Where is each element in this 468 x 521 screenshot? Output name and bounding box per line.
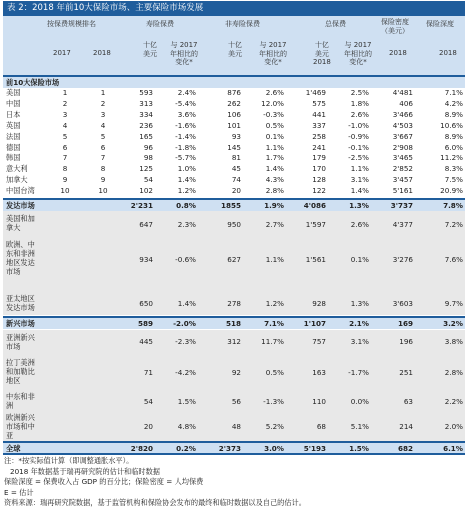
cell-life: 647 (139, 220, 153, 229)
cell-tchg: 1.3% (350, 299, 369, 308)
cell-life: 650 (139, 299, 153, 308)
cell-tot: 5'193 (303, 444, 326, 453)
cell-den: 214 (399, 422, 413, 431)
cell-non: 627 (227, 255, 241, 264)
cell-tchg: 3.1% (350, 337, 369, 346)
cell-nchg: 5.2% (265, 422, 284, 431)
cell-dep: 8.9% (444, 109, 463, 119)
cell-dep: 9.7% (444, 299, 463, 308)
cell-tot: 4'086 (303, 201, 326, 210)
cell-dep: 10.6% (440, 120, 463, 130)
cell-dep: 8.9% (444, 131, 463, 141)
row-label: 亚太地区 发达市场 (6, 294, 35, 312)
table-row (3, 164, 465, 175)
row-label: 韩国 (6, 153, 21, 163)
header-nonlife-change: 与 2017 年相比的 变化* (259, 41, 287, 66)
cell-tot: 928 (312, 299, 326, 308)
row-label: 中国台湾 (6, 186, 35, 196)
header-2018: 2018 (93, 49, 111, 57)
cell-tchg: -1.7% (348, 368, 369, 377)
cell-nchg: 2.7% (265, 220, 284, 229)
row-values (3, 99, 465, 109)
cell-life: 165 (139, 131, 153, 141)
cell-life: 102 (139, 186, 153, 196)
cell-non: 81 (231, 153, 241, 163)
cell-rank-2018: 7 (100, 153, 106, 163)
row-values (3, 132, 465, 142)
note-line: 保险深度 = 保费收入占 GDP 的百分比；保险密度 = 人均保费 (4, 477, 204, 486)
cell-dep: 11.2% (440, 153, 463, 163)
cell-tot: 122 (312, 186, 326, 196)
row-values (3, 422, 465, 432)
cell-den: 63 (403, 397, 413, 406)
row-values (3, 337, 465, 347)
table-row (3, 238, 465, 282)
table-row (3, 99, 465, 110)
cell-dep: 7.6% (444, 255, 463, 264)
cell-den: 169 (397, 319, 413, 328)
cell-tchg: -1.0% (348, 120, 369, 130)
cell-nchg: 0.5% (265, 120, 284, 130)
top10-label: 前10大保险市场 (3, 77, 465, 88)
cell-tchg: 0.0% (350, 397, 369, 406)
cell-dep: 4.2% (444, 98, 463, 108)
cell-life: 71 (143, 368, 153, 377)
cell-lchg: 1.4% (177, 175, 196, 185)
cell-life: 98 (143, 153, 153, 163)
header-2017: 2017 (53, 49, 71, 57)
cell-rank-2018: 4 (100, 120, 106, 130)
cell-tchg: 0.1% (350, 255, 369, 264)
cell-nchg: 12.0% (261, 98, 284, 108)
cell-lchg: 1.4% (177, 299, 196, 308)
cell-nchg: 1.9% (264, 201, 284, 210)
cell-nchg: 1.7% (265, 153, 284, 163)
cell-nchg: 2.8% (265, 186, 284, 196)
table-row (3, 390, 465, 412)
cell-life: 20 (143, 422, 153, 431)
cell-non: 20 (231, 186, 241, 196)
cell-dep: 6.1% (443, 444, 463, 453)
cell-den: 4'481 (392, 88, 413, 97)
cell-den: 4'503 (392, 120, 413, 130)
row-values (3, 175, 465, 185)
cell-den: 3'667 (392, 131, 413, 141)
cell-tchg: 1.8% (350, 98, 369, 108)
table-row (3, 212, 465, 236)
cell-life: 334 (139, 109, 153, 119)
row-label: 法国 (6, 131, 21, 141)
table-row (3, 132, 465, 143)
cell-dep: 20.9% (440, 186, 463, 196)
row-label: 英国 (6, 120, 21, 130)
cell-non: 74 (231, 175, 241, 185)
row-label: 发达市场 (6, 201, 35, 210)
cell-den: 406 (399, 98, 413, 108)
cell-rank-2018: 5 (100, 131, 106, 141)
table-row (3, 356, 465, 389)
table-row (3, 110, 465, 121)
cell-den: 3'276 (392, 255, 413, 264)
table-row (3, 175, 465, 186)
cell-dep: 2.2% (444, 397, 463, 406)
table-row (3, 411, 465, 441)
cell-non: 101 (227, 120, 241, 130)
cell-dep: 8.3% (444, 164, 463, 174)
table-title: 表 2：2018 年前10大保险市场、主要保险市场发展 (3, 1, 465, 16)
cell-tchg: 1.4% (350, 186, 369, 196)
row-values (3, 121, 465, 131)
cell-non: 2'373 (218, 444, 241, 453)
cell-lchg: 1.2% (177, 186, 196, 196)
cell-nchg: 1.1% (265, 255, 284, 264)
cell-non: 518 (225, 319, 241, 328)
cell-life: 125 (139, 164, 153, 174)
cell-non: 106 (227, 109, 241, 119)
cell-dep: 3.8% (444, 337, 463, 346)
header-rank: 按保费规模排名 (47, 20, 96, 28)
cell-tot: 110 (312, 397, 326, 406)
cell-rank-2018: 9 (100, 175, 106, 185)
cell-nchg: 1.1% (265, 142, 284, 152)
note-line: 2018 年数据基于瑞再研究院的估计和临时数据 (10, 466, 160, 476)
row-label: 拉丁美洲 和加勒比 地区 (6, 358, 35, 385)
header-depth: 保险深度 (426, 20, 454, 28)
cell-life: 54 (143, 397, 153, 406)
cell-non: 950 (227, 220, 241, 229)
cell-non: 92 (231, 368, 241, 377)
row-label: 中东和非 洲 (6, 392, 35, 410)
row-values (3, 201, 465, 211)
cell-dep: 7.8% (443, 201, 463, 210)
cell-tchg: 5.1% (350, 422, 369, 431)
cell-tot: 441 (312, 109, 326, 119)
cell-life: 589 (137, 319, 153, 328)
row-label: 新兴市场 (6, 319, 35, 328)
cell-lchg: 1.5% (177, 397, 196, 406)
divider (3, 453, 465, 455)
cell-tot: 68 (316, 422, 326, 431)
cell-lchg: 2.4% (177, 88, 196, 97)
row-label: 全球 (6, 444, 21, 453)
cell-nchg: 0.5% (265, 368, 284, 377)
table-header (3, 16, 465, 78)
cell-tot: 337 (312, 120, 326, 130)
cell-lchg: 2.3% (177, 220, 196, 229)
row-label: 德国 (6, 142, 21, 152)
cell-nchg: 4.3% (265, 175, 284, 185)
cell-non: 1855 (220, 201, 241, 210)
cell-nchg: 3.0% (264, 444, 284, 453)
note-line: E = 估计 (4, 487, 34, 497)
cell-nchg: -1.3% (263, 397, 284, 406)
cell-lchg: -4.2% (175, 368, 196, 377)
cell-tot: 163 (312, 368, 326, 377)
cell-lchg: 3.6% (177, 109, 196, 119)
table-row (3, 186, 465, 197)
cell-tchg: 1.5% (349, 444, 369, 453)
cell-non: 876 (227, 88, 241, 97)
cell-tchg: -0.1% (348, 142, 369, 152)
cell-nchg: -0.3% (263, 109, 284, 119)
cell-rank-2018: 3 (100, 109, 106, 119)
row-values (3, 143, 465, 153)
cell-non: 48 (231, 422, 241, 431)
cell-lchg: -5.4% (175, 98, 196, 108)
header-life: 寿险保费 (146, 20, 174, 28)
row-label: 亚洲新兴 市场 (6, 333, 35, 351)
cell-tchg: 1.1% (350, 164, 369, 174)
row-values (3, 397, 465, 407)
cell-lchg: 4.8% (177, 422, 196, 431)
cell-rank-2017: 9 (62, 175, 68, 185)
cell-tot: 241 (312, 142, 326, 152)
cell-nchg: 11.7% (261, 337, 284, 346)
row-label: 美国和加 拿大 (6, 214, 35, 232)
cell-dep: 2.8% (444, 368, 463, 377)
row-values (3, 255, 465, 265)
cell-life: 934 (139, 255, 153, 264)
cell-dep: 7.5% (444, 175, 463, 185)
cell-rank-2017: 1 (62, 88, 68, 97)
table-row (3, 153, 465, 164)
row-label: 欧洲新兴 市场和中 亚 (6, 413, 35, 440)
row-values (3, 186, 465, 196)
cell-rank-2018: 10 (98, 186, 108, 196)
cell-non: 145 (227, 142, 241, 152)
row-values (3, 299, 465, 309)
cell-life: 445 (139, 337, 153, 346)
cell-non: 262 (227, 98, 241, 108)
cell-den: 2'852 (392, 164, 413, 174)
cell-nchg: 0.1% (265, 131, 284, 141)
cell-lchg: 1.0% (177, 164, 196, 174)
cell-rank-2017: 4 (62, 120, 68, 130)
cell-dep: 2.0% (444, 422, 463, 431)
row-values (3, 220, 465, 230)
cell-tot: 128 (312, 175, 326, 185)
developed-total-row (3, 200, 465, 211)
table-row (3, 143, 465, 154)
row-values (3, 164, 465, 174)
cell-life: 313 (139, 98, 153, 108)
header-density-year: 2018 (389, 49, 407, 57)
cell-lchg: -1.8% (175, 142, 196, 152)
note-line: 注：*按实际值计算（即调整通胀水平）。 (4, 456, 134, 465)
cell-non: 312 (227, 337, 241, 346)
row-label: 美国 (6, 88, 21, 97)
cell-tot: 1'107 (303, 319, 326, 328)
header-density: 保险密度 （美元） (381, 18, 409, 35)
cell-tot: 1'561 (305, 255, 326, 264)
cell-den: 3'737 (390, 201, 413, 210)
cell-lchg: -2.0% (173, 319, 196, 328)
emerging-total-row (3, 318, 465, 329)
cell-den: 682 (397, 444, 413, 453)
cell-lchg: -1.6% (175, 120, 196, 130)
cell-tot: 1'597 (305, 220, 326, 229)
cell-rank-2018: 1 (100, 88, 106, 97)
cell-dep: 6.0% (444, 142, 463, 152)
cell-dep: 7.2% (444, 220, 463, 229)
header-total-usd: 十亿 美元 2018 (313, 41, 331, 66)
header-depth-year: 2018 (439, 49, 457, 57)
note-line: 资料来源：瑞再研究院数据，基于监管机构和保险协会发布的最终和临时数据以及自己的估计。 (4, 498, 306, 507)
cell-rank-2018: 6 (100, 142, 106, 152)
notes (4, 456, 306, 509)
row-values (3, 368, 465, 378)
cell-rank-2017: 8 (62, 164, 68, 174)
row-values (3, 153, 465, 163)
header-total-change: 与 2017 年相比的 变化* (344, 41, 372, 66)
cell-rank-2017: 5 (62, 131, 68, 141)
header-nonlife: 非寿险保费 (225, 20, 260, 28)
row-label: 欧洲、中 东和非洲 地区发达 市场 (6, 240, 35, 276)
cell-den: 251 (399, 368, 413, 377)
cell-non: 45 (231, 164, 241, 174)
cell-den: 3'466 (392, 109, 413, 119)
cell-tchg: 2.5% (350, 88, 369, 97)
cell-tot: 757 (312, 337, 326, 346)
cell-lchg: -1.4% (175, 131, 196, 141)
cell-tchg: -2.5% (348, 153, 369, 163)
cell-den: 3'457 (392, 175, 413, 185)
cell-rank-2018: 2 (100, 98, 106, 108)
cell-den: 4'377 (392, 220, 413, 229)
header-life-change: 与 2017 年相比的 变化* (170, 41, 198, 66)
header-total: 总保费 (325, 20, 346, 28)
cell-rank-2018: 8 (100, 164, 106, 174)
row-values (3, 110, 465, 120)
cell-life: 54 (143, 175, 153, 185)
cell-dep: 7.1% (444, 88, 463, 97)
cell-tot: 179 (312, 153, 326, 163)
cell-den: 5'161 (392, 186, 413, 196)
row-label: 加拿大 (6, 175, 28, 185)
cell-lchg: -0.6% (175, 255, 196, 264)
cell-non: 56 (231, 397, 241, 406)
cell-den: 3'603 (392, 299, 413, 308)
cell-tchg: 1.3% (349, 201, 369, 210)
cell-lchg: 0.8% (176, 201, 196, 210)
cell-den: 2'908 (392, 142, 413, 152)
cell-nchg: 1.4% (265, 164, 284, 174)
cell-non: 93 (231, 131, 241, 141)
cell-nchg: 7.1% (264, 319, 284, 328)
cell-tot: 258 (312, 131, 326, 141)
cell-tchg: 2.1% (349, 319, 369, 328)
cell-life: 2'820 (130, 444, 153, 453)
cell-tot: 575 (312, 98, 326, 108)
cell-lchg: -2.3% (175, 337, 196, 346)
cell-tchg: -0.9% (348, 131, 369, 141)
cell-dep: 3.2% (443, 319, 463, 328)
cell-tchg: 2.6% (350, 109, 369, 119)
table-row (3, 331, 465, 353)
table-row (3, 121, 465, 132)
cell-rank-2017: 3 (62, 109, 68, 119)
cell-den: 3'465 (392, 153, 413, 163)
row-values (3, 88, 465, 98)
table-row (3, 292, 465, 314)
cell-tot: 1'469 (305, 88, 326, 97)
cell-tchg: 2.6% (350, 220, 369, 229)
cell-lchg: -5.7% (175, 153, 196, 163)
cell-life: 2'231 (130, 201, 153, 210)
cell-rank-2017: 2 (62, 98, 68, 108)
cell-life: 96 (143, 142, 153, 152)
cell-life: 593 (139, 88, 153, 97)
row-values (3, 319, 465, 329)
cell-tchg: 3.1% (350, 175, 369, 185)
row-label: 日本 (6, 109, 21, 119)
row-label: 中国 (6, 98, 21, 108)
cell-lchg: 0.2% (176, 444, 196, 453)
cell-rank-2017: 10 (60, 186, 70, 196)
header-nonlife-usd: 十亿 美元 (228, 41, 242, 58)
cell-rank-2017: 6 (62, 142, 68, 152)
cell-nchg: 2.6% (265, 88, 284, 97)
cell-life: 236 (139, 120, 153, 130)
cell-nchg: 1.2% (265, 299, 284, 308)
header-life-usd: 十亿 美元 (143, 41, 157, 58)
row-label: 意大利 (6, 164, 28, 174)
cell-den: 196 (399, 337, 413, 346)
cell-non: 278 (227, 299, 241, 308)
cell-rank-2017: 7 (62, 153, 68, 163)
table-row (3, 88, 465, 99)
cell-tot: 170 (312, 164, 326, 174)
